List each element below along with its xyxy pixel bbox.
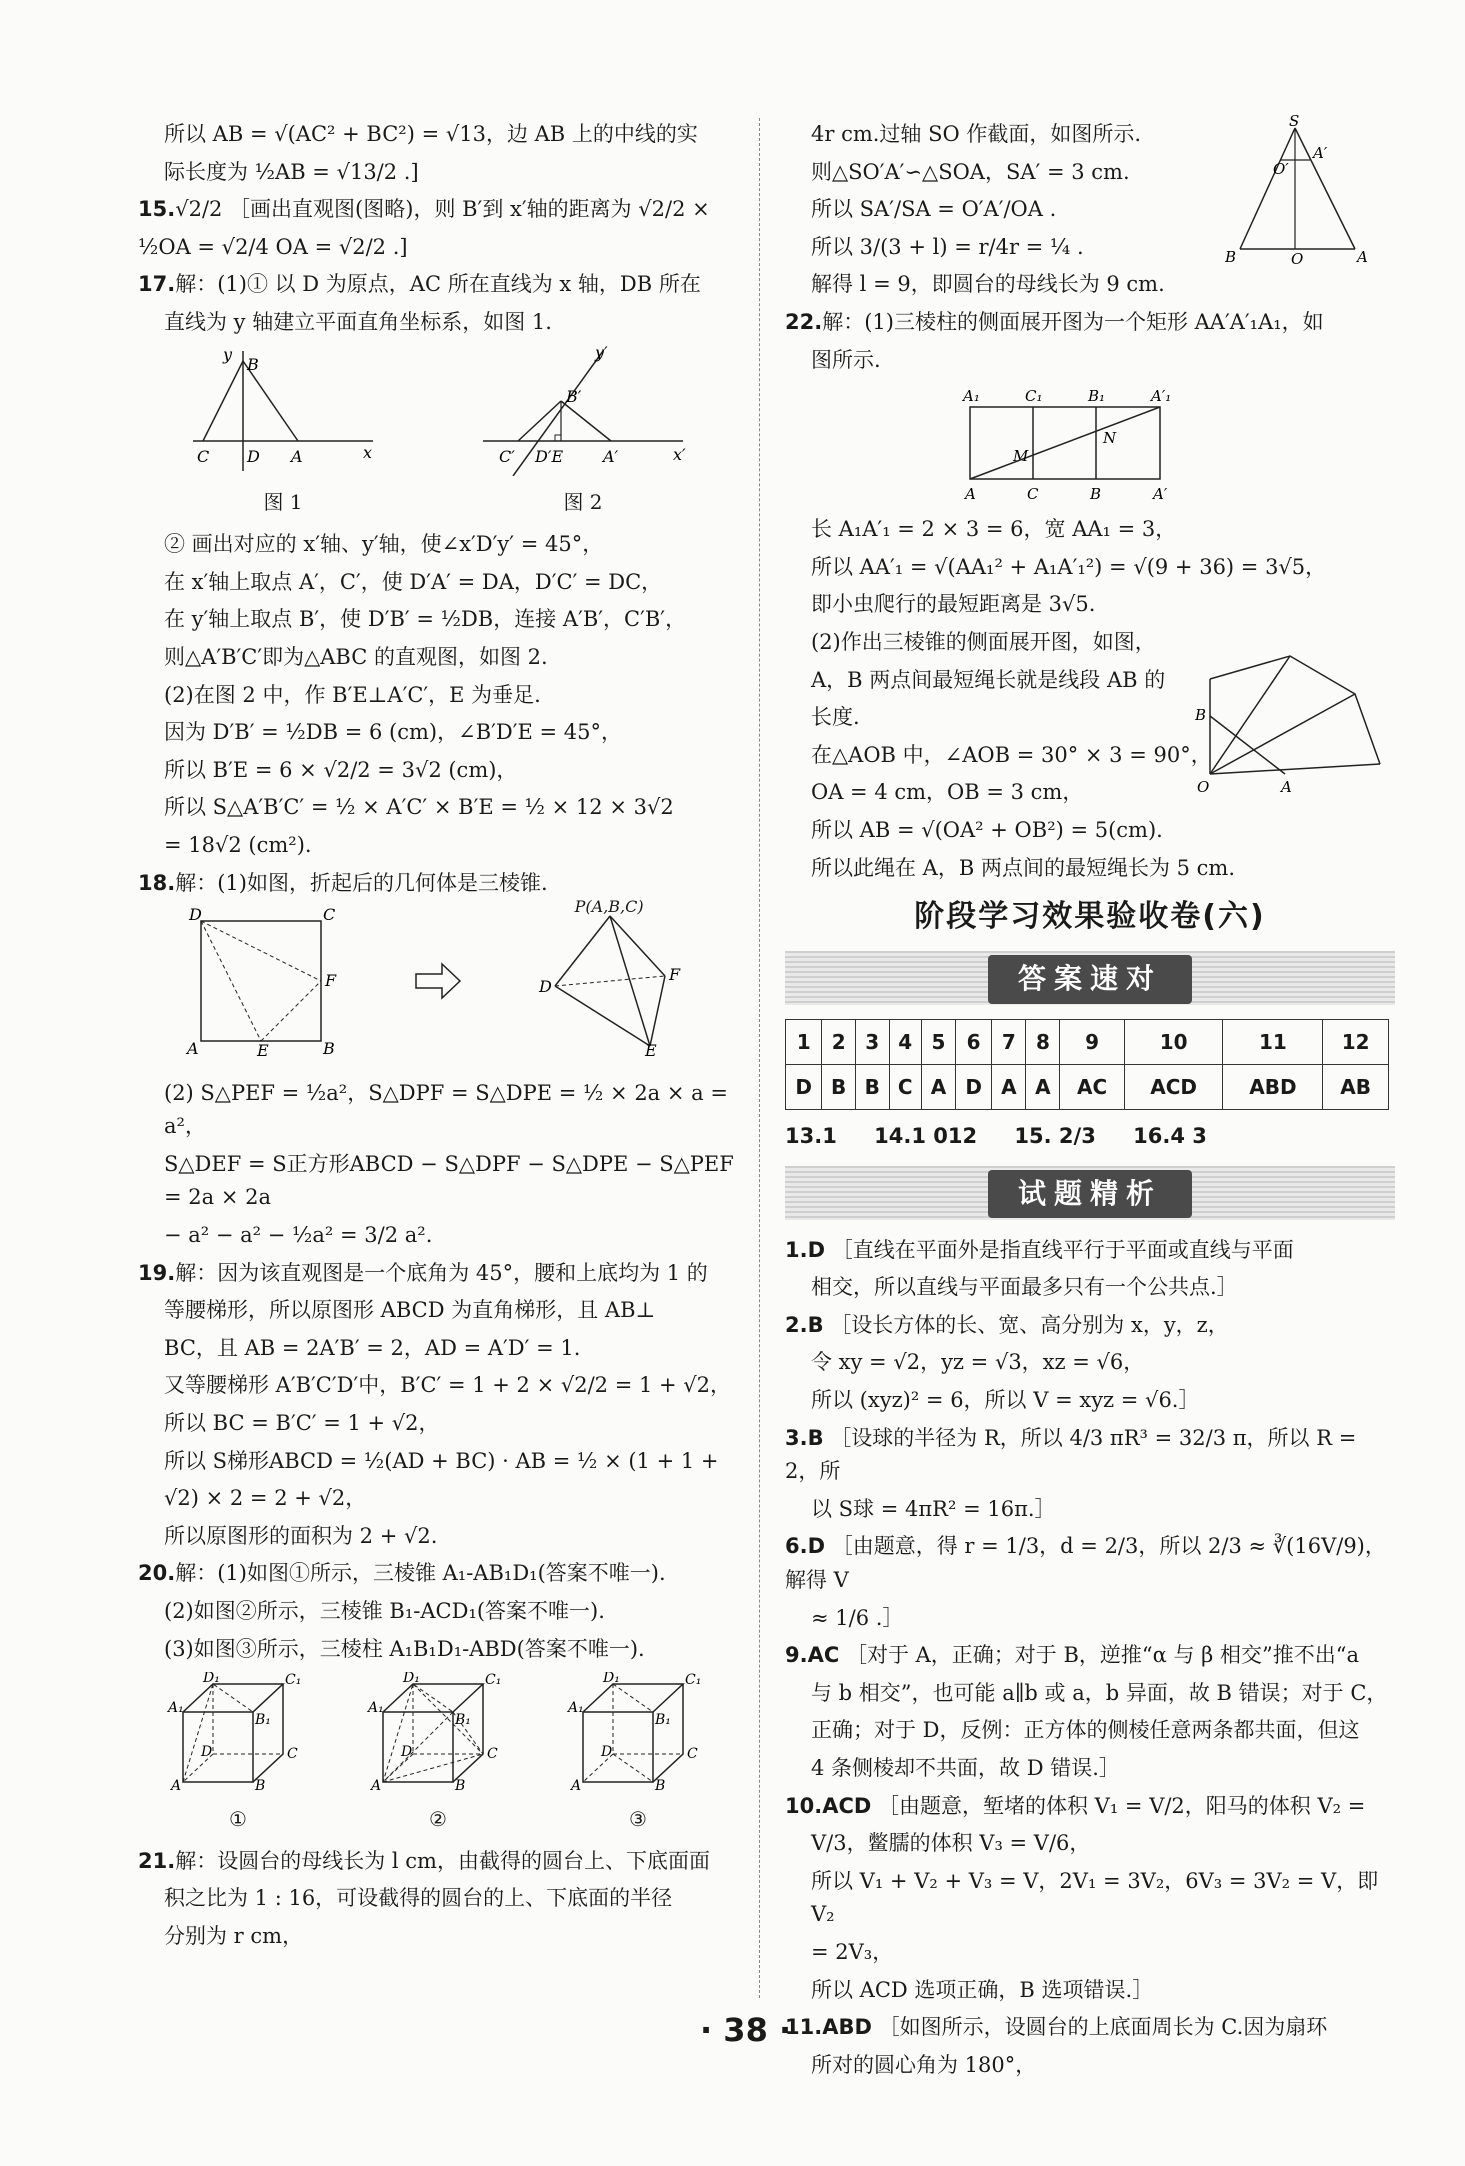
q17-line-11: = 18√2 (cm²).: [164, 832, 312, 857]
q20-number: 20.: [138, 1561, 176, 1586]
analysis-6-text: ［由题意，得 r = 1/3，d = 2/3，所以 2/3 ≈ ∛(16V/9)，解得 V: [785, 1534, 1386, 1593]
answer-num: 4: [889, 1020, 921, 1065]
analysis-9-text: ［对于 A，正确；对于 B，逆推“α 与 β 相交”推不出“a: [845, 1643, 1359, 1668]
q15-line-2: ½OA = √2/4 OA = √2/2 .]: [138, 234, 408, 259]
q15-text-1: √2/2 ［画出直观图(图略)，则 B′到 x′轴的距离为 √2/2 ×: [175, 197, 710, 222]
q21-number: 21.: [138, 1848, 176, 1873]
svg-text:C: C: [687, 1746, 698, 1763]
q18-text-1: 解：(1)如图，折起后的几何体是三棱锥.: [175, 870, 548, 895]
q17-line-7: (2)在图 2 中，作 B′E⊥A′C′，E 为垂足.: [164, 682, 541, 707]
svg-text:S: S: [1289, 114, 1300, 130]
answers-banner: [785, 951, 1395, 1005]
svg-text:A: A: [187, 1039, 199, 1057]
cube-drawing-3: [563, 1672, 713, 1792]
q21-right-line-4: 所以 3/(3 + l) = r/4r = ¼ .: [811, 234, 1084, 259]
analysis-9-line-2: 与 b 相交”，也可能 a∥b 或 a，b 异面，故 B 错误；对于 C，: [811, 1680, 1388, 1705]
coordinate-figure-1: [183, 346, 383, 476]
q19-line-7: √2) × 2 = 2 + √2，: [164, 1486, 367, 1511]
analysis-2-line-3: 所以 (xyz)² = 6，所以 V = xyz = √6.］: [811, 1388, 1200, 1413]
answer-cell: AB: [1323, 1065, 1389, 1110]
svg-text:B: B: [323, 1039, 336, 1057]
analysis-3: [785, 1422, 1395, 1527]
analysis-9-number: 9.AC: [785, 1643, 840, 1668]
q20-cube-figures: [138, 1672, 738, 1835]
q19-line-3: BC，且 AB = 2A′B′ = 2，AD = A′D′ = 1.: [164, 1335, 581, 1360]
q20-line-3: (3)如图③所示，三棱柱 A₁B₁D₁-ABD(答案不唯一).: [164, 1636, 645, 1661]
svg-text:B: B: [455, 1778, 466, 1793]
q17-line-4: 在 x′轴上取点 A′，C′，使 D′A′ = DA，D′C′ = DC，: [164, 569, 663, 594]
q17-line-6: 则△A′B′C′即为△ABC 的直观图，如图 2.: [164, 644, 548, 669]
q17-line-1: [138, 268, 738, 302]
analysis-6-line-2: ≈ 1/6 .］: [811, 1605, 904, 1630]
q17-figure-1: [183, 346, 383, 519]
analysis-1-text: ［直线在平面外是指直线平行于平面或直线与平面: [831, 1237, 1294, 1262]
answer-num: 9: [1060, 1020, 1124, 1065]
q18-number: 18.: [138, 870, 176, 895]
svg-text:D₁: D₁: [403, 1672, 420, 1687]
q22-line-8: 长度.: [811, 705, 860, 730]
q22-line-7: A，B 两点间最短绳长就是线段 AB 的: [811, 667, 1166, 692]
analysis-10-line-2: V/3，鳖臑的体积 V₃ = V/6，: [811, 1831, 1091, 1856]
cone-section-figure: [1225, 114, 1385, 264]
svg-text:A′: A′: [1313, 144, 1328, 162]
svg-text:C₁: C₁: [685, 1672, 702, 1689]
q15-number: 15.: [138, 197, 176, 222]
analysis-1-line-1: [785, 1234, 1395, 1268]
q17-figure-2: [473, 346, 693, 519]
analysis-3-line-1: [785, 1422, 1395, 1489]
answer-cell: A: [1026, 1065, 1060, 1110]
page-number: · 38 ·: [700, 2011, 792, 2049]
answer-cell: D: [786, 1065, 822, 1110]
analysis-10-line-4: = 2V₃，: [811, 1939, 894, 1964]
answer-cell: C: [889, 1065, 921, 1110]
svg-text:A₁: A₁: [368, 1700, 384, 1717]
q22-line-9: 在△AOB 中，∠AOB = 30° × 3 = 90°，: [811, 742, 1212, 767]
prism-unfold-figure: [955, 385, 1175, 505]
analysis-2: [785, 1309, 1395, 1418]
analysis-10-number: 10.ACD: [785, 1793, 872, 1818]
analysis-6: [785, 1530, 1395, 1635]
analysis-9-line-1: [785, 1639, 1395, 1673]
analysis-2-line-1: [785, 1309, 1395, 1343]
answer-table-numbers: [786, 1020, 1389, 1065]
q18-line-3: S△DEF = S正方形ABCD − S△DPF − S△DPE − S△PEF = 2a × 2a: [164, 1151, 734, 1210]
answer-num: 11: [1223, 1020, 1323, 1065]
svg-text:A: A: [371, 1778, 382, 1793]
svg-text:A: A: [571, 1778, 582, 1793]
q22-part2: [785, 626, 1395, 885]
cube-caption-3: ③: [629, 1806, 647, 1831]
answer-num: 10: [1124, 1020, 1223, 1065]
answer-cell: ACD: [1124, 1065, 1223, 1110]
fill-in-14: 14.1 012: [874, 1124, 978, 1149]
answer-cell: AC: [1060, 1065, 1124, 1110]
q17-line-2: 直线为 y 轴建立平面直角坐标系，如图 1.: [164, 309, 552, 334]
q20-line-1: [138, 1557, 738, 1591]
left-column: [138, 118, 738, 1958]
q21-right-line-1: 4r cm.过轴 SO 作截面，如图所示.: [811, 122, 1142, 146]
analysis-6-line-1: [785, 1530, 1395, 1597]
cube-figure-2: [363, 1672, 513, 1835]
cube-drawing-2: [363, 1672, 513, 1792]
svg-text:B₁: B₁: [455, 1712, 471, 1729]
answer-cell: A: [992, 1065, 1026, 1110]
analysis-10-line-5: 所以 ACD 选项正确，B 选项错误.］: [811, 1977, 1154, 2002]
analysis-1-line-2: 相交，所以直线与平面最多只有一个公共点.］: [811, 1275, 1238, 1300]
answer-num: 6: [955, 1020, 991, 1065]
answer-num: 1: [786, 1020, 822, 1065]
q17-text-1: 解：(1)① 以 D 为原点，AC 所在直线为 x 轴，DB 所在: [175, 272, 701, 297]
svg-text:A: A: [965, 485, 976, 504]
q19-line-1: [138, 1257, 738, 1291]
pyramid-apex-label: P(A,B,C): [574, 897, 644, 917]
q14-line-2: 际长度为 ½AB = √13/2 .]: [164, 159, 419, 184]
q22-number: 22.: [785, 309, 823, 334]
analysis-9: [785, 1639, 1395, 1785]
svg-text:O: O: [1197, 777, 1210, 794]
q21-right-line-3: 所以 SA′/SA = O′A′/OA .: [811, 197, 1057, 222]
figure-1-caption: 图 1: [263, 490, 303, 515]
q17-number: 17.: [138, 272, 176, 297]
svg-text:A: A: [171, 1778, 182, 1793]
svg-text:C₁: C₁: [285, 1672, 302, 1689]
svg-text:B: B: [1090, 485, 1102, 504]
q18-line-2: (2) S△PEF = ½a²，S△DPF = S△DPE = ½ × 2a × a = a²，: [164, 1080, 728, 1139]
q19-line-4: 又等腰梯形 A′B′C′D′中，B′C′ = 1 + 2 × √2/2 = 1 + √2，: [164, 1373, 732, 1398]
cube-caption-1: ①: [229, 1806, 247, 1831]
analysis-2-text: ［设长方体的长、宽、高分别为 x，y，z，: [830, 1312, 1229, 1337]
cube-drawing-1: [163, 1672, 313, 1792]
square-fold-figure: [171, 906, 341, 1056]
q22-line-5: 即小虫爬行的最短距离是 3√5.: [811, 592, 1096, 617]
svg-text:N: N: [1103, 429, 1117, 448]
svg-text:B: B: [247, 354, 259, 374]
svg-text:D: D: [401, 1744, 413, 1761]
section-title: 阶段学习效果验收卷(六): [914, 899, 1266, 935]
answer-table: [785, 1019, 1389, 1110]
svg-text:D: D: [201, 1744, 213, 1761]
svg-text:F: F: [325, 971, 337, 991]
q18-line-4: − a² − a² − ½a² = 3/2 a².: [164, 1223, 433, 1248]
q19-text-1: 解：因为该直观图是一个底角为 45°，腰和上底均为 1 的: [175, 1260, 708, 1285]
svg-text:C′: C′: [499, 446, 515, 466]
analysis-2-number: 2.B: [785, 1312, 824, 1337]
q21-right-line-2: 则△SO′A′∽△SOA，SA′ = 3 cm.: [811, 159, 1130, 184]
svg-text:C₁: C₁: [485, 1672, 502, 1689]
svg-text:C: C: [1027, 485, 1039, 504]
analysis-10: [785, 1790, 1395, 2008]
svg-text:A: A: [1281, 777, 1292, 794]
svg-text:D₁: D₁: [203, 1672, 220, 1687]
fill-in-16: 16.4 3: [1133, 1124, 1207, 1149]
q18-line-1: [138, 867, 738, 901]
pyramid-figure-wrap: [535, 897, 705, 1067]
q17-line-3: ② 画出对应的 x′轴、y′轴，使∠x′D′y′ = 45°，: [164, 532, 604, 557]
q20-text-1: 解：(1)如图①所示，三棱锥 A₁-AB₁D₁(答案不唯一).: [175, 1561, 666, 1586]
q21-text-1: 解：设圆台的母线长为 l cm，由截得的圆台上、下底面面: [175, 1848, 710, 1873]
analysis-2-line-2: 令 xy = √2，yz = √3，xz = √6，: [811, 1350, 1145, 1375]
answer-cell: A: [921, 1065, 955, 1110]
analysis-9-line-4: 4 条侧棱却不共面，故 D 错误.］: [811, 1756, 1120, 1780]
analysis-11-line-1: [785, 2011, 1395, 2045]
svg-text:B: B: [655, 1778, 666, 1793]
analysis-3-line-2: 以 S球 = 4πR² = 16π.］: [811, 1496, 1056, 1521]
svg-text:B: B: [1195, 705, 1207, 724]
analysis-6-number: 6.D: [785, 1534, 826, 1559]
analysis-9-line-3: 正确；对于 D，反例：正方体的侧棱任意两条都共面，但这: [811, 1718, 1360, 1743]
answer-table-answers: [786, 1065, 1389, 1110]
analysis-banner-label: 试题精析: [988, 1170, 1192, 1219]
svg-text:A₁: A₁: [168, 1700, 184, 1717]
answers-banner-label: 答案速对: [988, 955, 1192, 1004]
right-column: [785, 114, 1395, 2086]
q17-line-8: 因为 D′B′ = ½DB = 6 (cm)，∠B′D′E = 45°，: [164, 720, 622, 745]
analysis-banner: [785, 1166, 1395, 1220]
svg-text:M: M: [1013, 447, 1029, 466]
q22-line-10: OA = 4 cm，OB = 3 cm，: [811, 780, 1084, 805]
svg-text:x: x: [363, 442, 373, 462]
svg-text:B: B: [255, 1778, 266, 1793]
svg-text:A: A: [291, 446, 303, 466]
coordinate-figure-2: [473, 346, 693, 476]
q19-line-5: 所以 BC = B′C′ = 1 + √2，: [164, 1411, 440, 1436]
answer-num: 7: [992, 1020, 1026, 1065]
analysis-1-number: 1.D: [785, 1237, 826, 1262]
cube-caption-2: ②: [429, 1806, 447, 1831]
svg-text:A′₁: A′₁: [1151, 387, 1172, 406]
q21-line-1: [138, 1845, 738, 1879]
svg-text:B′: B′: [566, 386, 582, 406]
arrow-icon: [408, 906, 468, 1056]
analysis-11: [785, 2011, 1395, 2082]
figure-2-caption: 图 2: [563, 490, 603, 515]
svg-text:B₁: B₁: [255, 1712, 271, 1729]
svg-text:A: A: [1357, 248, 1368, 264]
column-divider: [759, 118, 760, 1998]
analysis-10-line-1: [785, 1790, 1395, 1824]
q22-line-2: 图所示.: [811, 347, 881, 372]
svg-text:A₁: A₁: [963, 387, 980, 406]
q21-line-2: 积之比为 1 : 16，可设截得的圆台的上、下底面的半径: [164, 1886, 673, 1911]
q15-line-1: [138, 193, 738, 227]
analysis-3-number: 3.B: [785, 1425, 824, 1450]
answer-num: 12: [1323, 1020, 1389, 1065]
svg-text:B₁: B₁: [1088, 387, 1106, 406]
fill-in-13: 13.1: [785, 1124, 837, 1149]
q17-line-9: 所以 B′E = 6 × √2/2 = 3√2 (cm)，: [164, 757, 518, 782]
analysis-11-number: 11.ABD: [785, 2015, 872, 2040]
svg-text:C: C: [287, 1746, 298, 1763]
fill-in-answers: [785, 1120, 1395, 1154]
svg-text:A′: A′: [1153, 485, 1168, 504]
answer-num: 3: [855, 1020, 889, 1065]
q19-line-8: 所以原图形的面积为 2 + √2.: [164, 1523, 438, 1548]
q22-line-4: 所以 AA′₁ = √(AA₁² + A₁A′₁²) = √(9 + 36) = 3√5，: [811, 554, 1327, 579]
svg-text:D: D: [538, 977, 552, 997]
answer-cell: D: [955, 1065, 991, 1110]
svg-text:A₁: A₁: [568, 1700, 584, 1717]
q19-line-6: 所以 S梯形ABCD = ½(AD + BC) · AB = ½ × (1 + 1 +: [164, 1448, 719, 1473]
svg-text:D: D: [601, 1744, 613, 1761]
svg-text:C: C: [487, 1746, 498, 1763]
svg-text:D: D: [189, 906, 203, 925]
answer-cell: ABD: [1223, 1065, 1323, 1110]
svg-text:E: E: [257, 1041, 270, 1057]
svg-text:B: B: [1225, 248, 1237, 264]
analysis-11-text: ［如图所示，设圆台的上底面周长为 C.因为扇环: [878, 2015, 1328, 2040]
analysis-11-line-2: 所对的圆心角为 180°，: [811, 2052, 1037, 2077]
cube-figure-1: [163, 1672, 313, 1835]
svg-text:O′: O′: [1273, 160, 1289, 178]
q19-line-2: 等腰梯形，所以原图形 ABCD 为直角梯形，且 AB⊥: [164, 1298, 656, 1323]
q22-text-1: 解：(1)三棱柱的侧面展开图为一个矩形 AA′A′₁A₁，如: [822, 309, 1324, 334]
q20-line-2: (2)如图②所示，三棱锥 B₁-ACD₁(答案不唯一).: [164, 1599, 605, 1623]
answer-num: 5: [921, 1020, 955, 1065]
q22-line-1: [785, 306, 1395, 340]
analysis-10-line-3: 所以 V₁ + V₂ + V₃ = V，2V₁ = 3V₂，6V₃ = 3V₂ = V，即 V₂: [811, 1868, 1379, 1927]
q17-figures: [138, 346, 738, 519]
pyramid-unfold-figure: [1195, 644, 1395, 794]
fill-in-15: 15. 2/3: [1014, 1124, 1096, 1149]
q21-right-line-5: 解得 l = 9，即圆台的母线长为 9 cm.: [811, 272, 1165, 297]
svg-text:C: C: [323, 906, 336, 925]
q19-number: 19.: [138, 1260, 176, 1285]
q17-line-5: 在 y′轴上取点 B′，使 D′B′ = ½DB，连接 A′B′，C′B′，: [164, 607, 687, 632]
svg-text:B₁: B₁: [655, 1712, 671, 1729]
svg-text:A′: A′: [603, 446, 619, 466]
analysis-10-text: ［由题意，堑堵的体积 V₁ = V/2，阳马的体积 V₂ =: [877, 1793, 1366, 1818]
pyramid-figure: [535, 906, 705, 1056]
answer-cell: B: [822, 1065, 856, 1110]
q22-line-11: 所以 AB = √(OA² + OB²) = 5(cm).: [811, 817, 1163, 842]
svg-text:O: O: [1291, 250, 1304, 264]
analysis-3-text: ［设球的半径为 R，所以 4/3 πR³ = 32/3 π，所以 R = 2，所: [785, 1425, 1357, 1484]
svg-text:y: y: [223, 345, 233, 364]
q17-line-10: 所以 S△A′B′C′ = ½ × A′C′ × B′E = ½ × 12 × 3√2: [164, 795, 674, 820]
svg-text:D: D: [247, 446, 260, 466]
svg-text:x′: x′: [673, 444, 686, 464]
analysis-1: [785, 1234, 1395, 1305]
answer-num: 2: [822, 1020, 856, 1065]
svg-text:E: E: [644, 1041, 657, 1057]
answer-num: 8: [1026, 1020, 1060, 1065]
svg-text:F: F: [668, 965, 680, 985]
answer-cell: B: [855, 1065, 889, 1110]
svg-text:y′: y′: [595, 345, 608, 362]
svg-text:C₁: C₁: [1025, 387, 1043, 406]
svg-text:D₁: D₁: [603, 1672, 620, 1687]
cube-figure-3: [563, 1672, 713, 1835]
q21-line-3: 分别为 r cm，: [164, 1923, 304, 1948]
q18-figures: [138, 897, 738, 1067]
q22-line-6: (2)作出三棱锥的侧面展开图，如图，: [811, 629, 1156, 654]
q22-line-3: 长 A₁A′₁ = 2 × 3 = 6，宽 AA₁ = 3，: [811, 517, 1177, 542]
svg-text:D′E: D′E: [535, 446, 564, 466]
svg-text:C: C: [197, 446, 210, 466]
q22-line-12: 所以此绳在 A，B 两点间的最短绳长为 5 cm.: [811, 855, 1236, 880]
q14-line-1: 所以 AB = √(AC² + BC²) = √13，边 AB 上的中线的实: [164, 122, 698, 146]
